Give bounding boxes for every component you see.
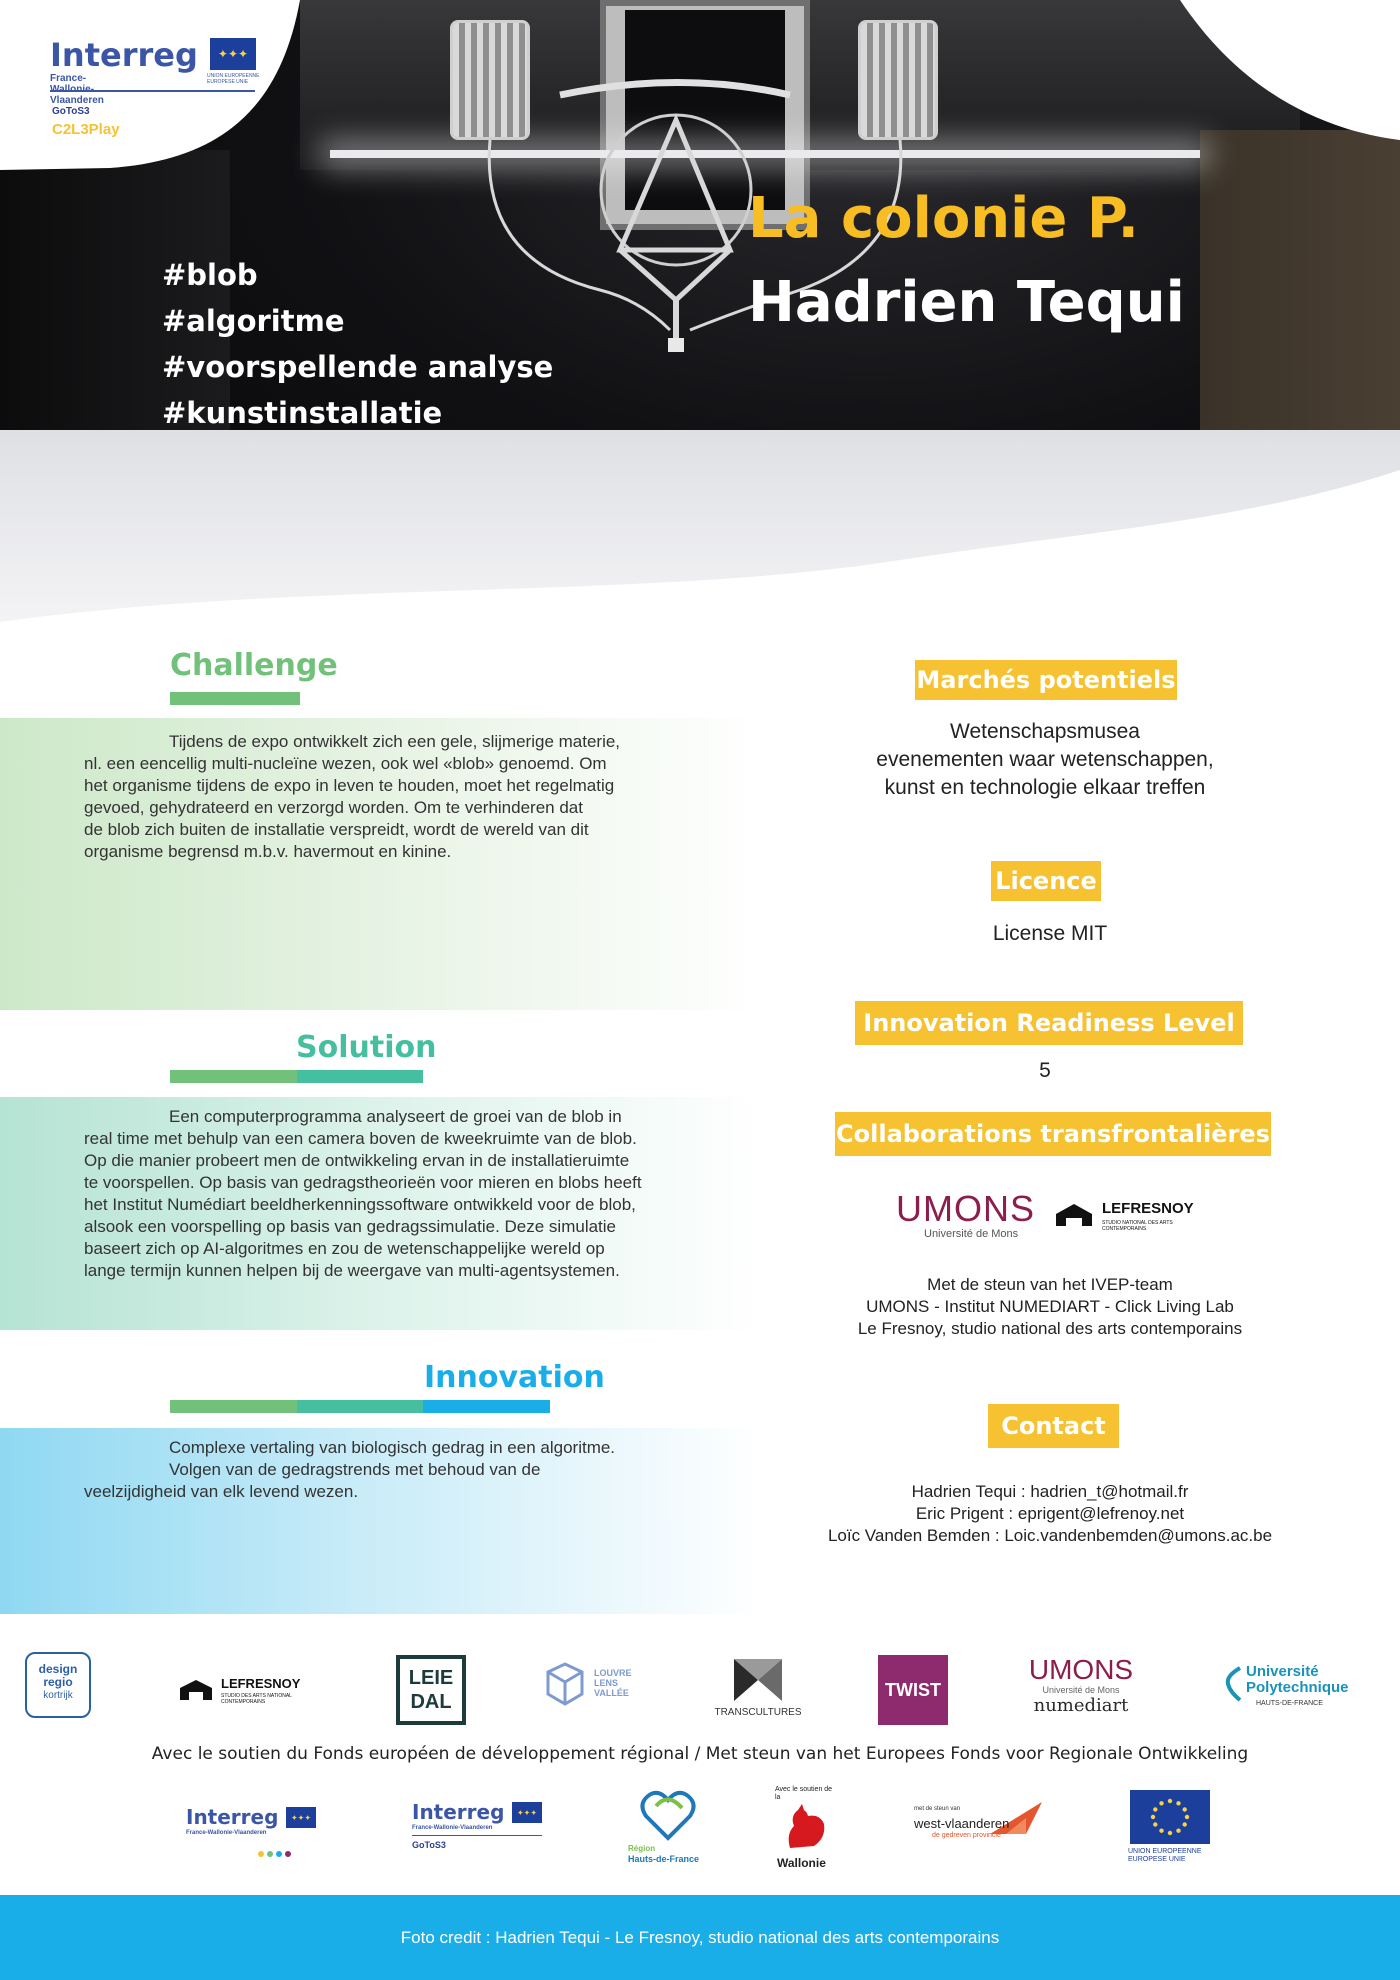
- hashtag-kunstinstallatie: #kunstinstallatie: [162, 396, 443, 430]
- solution-line: Op die manier probeert men de ontwikkeling ervan in de installatieruimte: [84, 1151, 630, 1170]
- collab-line: Met de steun van het IVEP-team: [927, 1275, 1173, 1294]
- louvre-text: [594, 1668, 632, 1698]
- eu-flag-icon: ✦✦✦: [210, 38, 256, 70]
- gotos3-label: GoToS3: [412, 1840, 446, 1850]
- hashtag-blob: #blob: [162, 258, 258, 292]
- design-regio-line: design: [38, 1662, 78, 1676]
- innovation-line: Complexe vertaling van biologisch gedrag in een algoritme.: [169, 1438, 616, 1457]
- licence-value: License MIT: [992, 922, 1108, 945]
- leiedal-line: DAL: [410, 1691, 452, 1713]
- eu-flag-icon: ✦✦✦: [286, 1807, 316, 1828]
- challenge-line: de blob zich buiten de installatie verspreidt, wordt de wereld van dit: [84, 820, 589, 839]
- project-name-label: C2L3Play: [52, 121, 120, 138]
- solution-line: real time met behulp van een camera boven de kweekruimte van de blob.: [84, 1129, 637, 1148]
- polytechnique-line: Polytechnique: [1246, 1679, 1349, 1696]
- wvl-top-label: met de steun van: [914, 1806, 961, 1812]
- umons-subtitle: Université de Mons: [924, 1228, 1019, 1240]
- west-vlaanderen-logo: [910, 1798, 1050, 1858]
- interreg-header-logo: [0, 0, 260, 138]
- solution-line: Een computerprogramma analyseert de groei van de blob in: [169, 1107, 622, 1126]
- hashtag-voorspellende-analyse: #voorspellende analyse: [162, 350, 554, 384]
- innovation-underline-1: [170, 1400, 297, 1413]
- numediart-wordmark: numediart: [1033, 1695, 1129, 1716]
- challenge-title: Challenge: [170, 648, 338, 683]
- solution-underline-2: [297, 1070, 423, 1083]
- solution-line: lange termijn kunnen helpen bij de weergave van multi-agentsystemen.: [84, 1261, 620, 1280]
- wallonie-rooster-icon: [780, 1804, 830, 1854]
- contact-line: Eric Prigent : eprigent@lefrenoy.net: [915, 1504, 1185, 1523]
- contact-line: Loïc Vanden Bemden : Loic.vandenbemden@umons.ac.be: [827, 1526, 1273, 1545]
- leiedal-line: LEIE: [408, 1667, 454, 1689]
- collab-line: Le Fresnoy, studio national des arts contemporains: [857, 1319, 1243, 1338]
- markets-text: [790, 718, 1300, 802]
- challenge-line: organisme begrensd m.b.v. havermout en kinine.: [84, 842, 452, 861]
- twist-logo: TWIST: [878, 1655, 948, 1725]
- interreg-wordmark: Interreg: [50, 36, 198, 74]
- challenge-line: het organisme tijdens de expo in leven te houden, moet het regelmatig: [84, 776, 615, 795]
- challenge-line: gevoed, gehydrateerd en verzorgd worden. Om te verhinderen dat: [84, 798, 583, 817]
- polytechnique-line: Université: [1246, 1663, 1319, 1680]
- hauts-de-france-logo: [628, 1786, 708, 1872]
- innovation-title: Innovation: [424, 1360, 605, 1395]
- challenge-line: Tijdens de expo ontwikkelt zich een gele, slijmerige materie,: [169, 732, 621, 751]
- lefresnoy-wordmark: LEFRESNOY: [1102, 1200, 1194, 1217]
- polytechnique-region: HAUTS-DE-FRANCE: [1256, 1700, 1323, 1707]
- louvre-cube-icon: [540, 1660, 590, 1710]
- umons-subtitle: Université de Mons: [1042, 1685, 1120, 1695]
- umons-logo: [896, 1188, 1036, 1238]
- lefresnoy-roof-icon: [178, 1676, 214, 1702]
- wallonie-top-label: Avec le soutien de la: [775, 1786, 833, 1801]
- solution-line: baseert zich op AI-algoritmes en zou de wetenschappelijke wereld op: [84, 1239, 605, 1258]
- irl-value: 5: [1039, 1059, 1051, 1082]
- interreg-region-label: France-Wallonie-Vlaanderen: [186, 1830, 267, 1836]
- innovation-underline-2: [297, 1400, 423, 1413]
- transcultures-x-icon: [730, 1655, 786, 1705]
- markets-badge: Marchés potentiels: [915, 660, 1177, 700]
- markets-line: evenementen waar wetenschappen,: [876, 748, 1214, 771]
- colored-dots: [258, 1842, 308, 1861]
- wvl-sub-label: de gedreven provincie: [932, 1832, 1001, 1839]
- eu-label-line: EUROPESE UNIE: [1128, 1856, 1186, 1863]
- markets-line: kunst en technologie elkaar treffen: [884, 776, 1206, 799]
- challenge-line: nl. een eencellig multi-nucleïne wezen, ook wel «blob» genoemd. Om: [84, 754, 607, 773]
- interreg-region-label: France-Wallonie-Vlaanderen: [412, 1825, 493, 1831]
- lefresnoy-partner-logo: [178, 1674, 318, 1708]
- eu-stars-icon: [1130, 1790, 1210, 1844]
- wallonie-logo: [775, 1786, 835, 1876]
- eu-label-line: UNION EUROPEENNE: [1128, 1848, 1202, 1855]
- solution-line: het Institut Numédiart beeldherkenningssoftware ontwikkeld voor de blob,: [84, 1195, 636, 1214]
- design-regio-line: kortrijk: [43, 1690, 73, 1701]
- interreg-gotos3-logo: [412, 1800, 552, 1856]
- design-regio-kortrijk-logo: [25, 1652, 91, 1718]
- louvre-lens-vallee-logo: [540, 1660, 650, 1710]
- hauts-de-france-heart-icon: [638, 1786, 698, 1842]
- lefresnoy-logo: [1054, 1198, 1204, 1242]
- louvre-line: LOUVRE: [594, 1668, 632, 1678]
- contact-line: Hadrien Tequi : hadrien_t@hotmail.fr: [911, 1482, 1189, 1501]
- innovation-line: veelzijdigheid van elk levend wezen.: [84, 1482, 359, 1501]
- umons-wordmark: UMONS: [896, 1188, 1035, 1229]
- design-regio-line: regio: [43, 1675, 73, 1689]
- logo-divider: [412, 1835, 542, 1836]
- erdf-support-line: Avec le soutien du Fonds européen de développement régional / Met steun van het Europees Fonds voor Regionale Ontwikkeling: [151, 1744, 1249, 1764]
- innovation-underline-3: [423, 1400, 550, 1413]
- innovation-line: Volgen van de gedragstrends met behoud van de: [169, 1460, 541, 1479]
- transcultures-label: TRANSCULTURES: [714, 1707, 802, 1718]
- collab-badge: Collaborations transfrontalières: [835, 1112, 1271, 1156]
- louvre-line: VALLÉE: [594, 1688, 629, 1698]
- artist-name: Hadrien Tequi: [748, 270, 1185, 335]
- transcultures-logo: [712, 1655, 804, 1723]
- photo-credit: Foto credit : Hadrien Tequi - Le Fresnoy, studio national des arts contemporains: [400, 1928, 1000, 1947]
- collab-line: UMONS - Institut NUMEDIART - Click Living Lab: [866, 1297, 1234, 1316]
- logo-divider: [50, 90, 255, 92]
- eu-small-label: UNION EUROPEENNE EUROPESE UNIE: [207, 73, 260, 85]
- hdf-label-1: Région: [628, 1844, 656, 1853]
- challenge-underline: [170, 692, 300, 705]
- interreg-wordmark: Interreg: [412, 1800, 505, 1824]
- umons-wordmark: UMONS: [1028, 1654, 1134, 1685]
- footer-bar: [0, 1895, 1400, 1980]
- interreg-wordmark: Interreg: [186, 1805, 279, 1829]
- polytechnique-bracket-icon: [1222, 1666, 1246, 1702]
- eu-label: [1128, 1848, 1202, 1864]
- irl-badge: Innovation Readiness Level: [855, 1001, 1243, 1045]
- leiedal-logo: [396, 1655, 466, 1725]
- markets-line: Wetenschapsmusea: [950, 720, 1140, 743]
- louvre-line: LENS: [594, 1678, 619, 1688]
- contact-badge: Contact: [988, 1404, 1119, 1448]
- wvl-label: west-vlaanderen: [914, 1816, 1010, 1831]
- lefresnoy-subtitle: STUDIO DES ARTS NATIONAL CONTEMPORAINS: [221, 1693, 292, 1705]
- solution-line: te voorspellen. Op basis van gedragstheorieën voor mieren en blobs heeft: [84, 1173, 642, 1192]
- interreg-region-label: France- Vlaanderen: [50, 73, 104, 106]
- collab-text: [790, 1274, 1310, 1340]
- polytechnique-logo: [1222, 1664, 1362, 1714]
- solution-underline-1: [170, 1070, 297, 1083]
- solution-text: [84, 1106, 724, 1282]
- hashtag-list: [162, 252, 553, 436]
- project-title: La colonie P.: [748, 186, 1139, 251]
- lefresnoy-wordmark: LEFRESNOY: [221, 1676, 301, 1691]
- lefresnoy-subtitle: STUDIO NATIONAL DES ARTS CONTEMPORAINS: [1102, 1220, 1173, 1232]
- interreg-funder-logo: [186, 1805, 326, 1855]
- polytechnique-text: [1246, 1664, 1349, 1696]
- challenge-text: [84, 731, 724, 863]
- innovation-text: [84, 1437, 724, 1503]
- solution-line: alsook een voorspelling op basis van gedragssimulatie. Deze simulatie: [84, 1217, 617, 1236]
- solution-title: Solution: [296, 1030, 437, 1065]
- eu-flag-icon: ✦✦✦: [512, 1802, 542, 1823]
- licence-badge: Licence: [991, 861, 1101, 901]
- lefresnoy-roof-icon: [1054, 1200, 1094, 1228]
- umons-numediart-logo: [1026, 1655, 1136, 1723]
- european-union-logo: [1128, 1790, 1214, 1870]
- project-small-label: GoToS3: [52, 106, 90, 117]
- hdf-label-2: Hauts-de-France: [628, 1854, 700, 1864]
- hashtag-algoritme: #algoritme: [162, 304, 345, 338]
- contact-text: [790, 1481, 1310, 1547]
- wallonie-label: Wallonie: [777, 1856, 826, 1870]
- eu-flag-icon: [1130, 1790, 1210, 1844]
